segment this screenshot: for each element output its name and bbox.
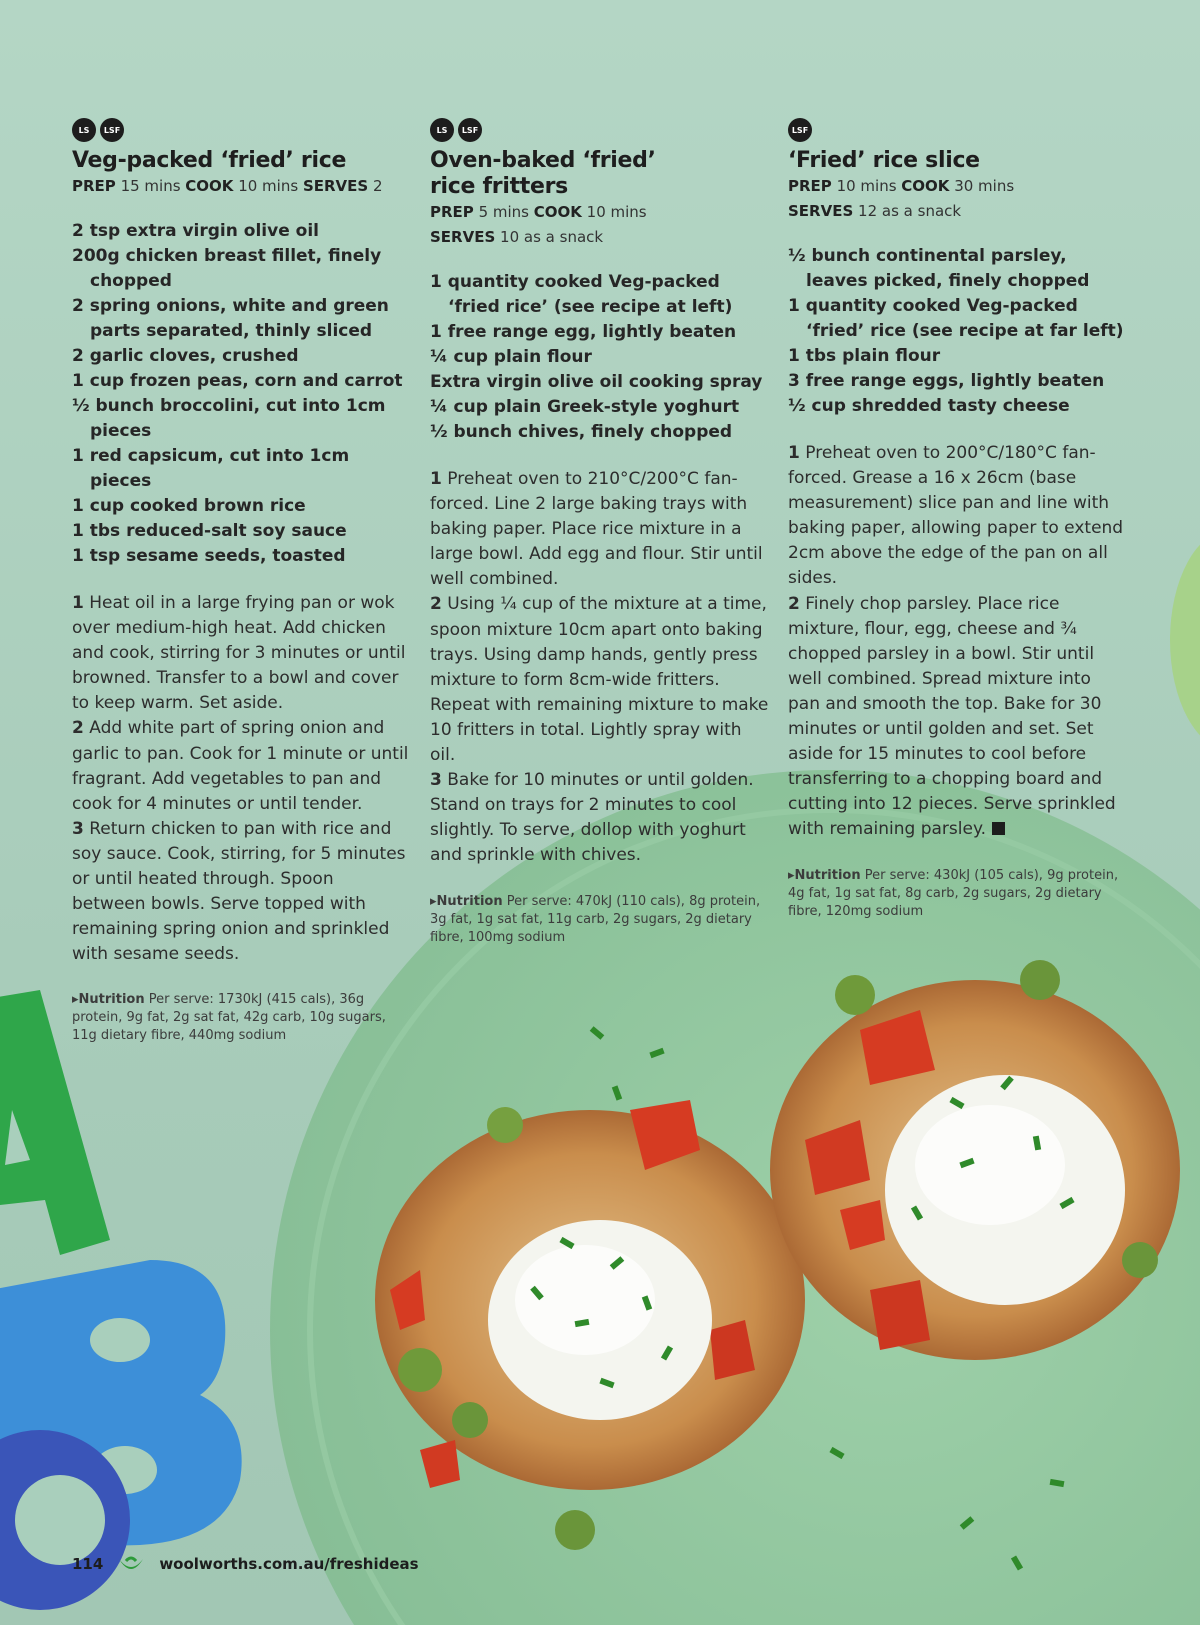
ingredient: 1 tbs plain flour (788, 346, 941, 366)
meta-value: 10 mins (233, 177, 303, 195)
step-number: 2 (72, 718, 84, 739)
ingredient: 2 tsp extra virgin olive oil (72, 221, 319, 241)
low-salt-badge: LS (72, 118, 96, 142)
step-text: Preheat oven to 210°C/200°C fan-forced. Line 2 large baking trays with baking paper. Place rice mixture in a large bowl. Add egg and flour. Stir until well combined. (430, 469, 763, 590)
recipe-fried-rice-slice (788, 118, 1128, 921)
page-number: 114 (72, 1555, 104, 1573)
ingredient: ¼ cup plain Greek-style yoghurt (430, 397, 740, 417)
recipe-meta (72, 174, 412, 199)
ingredient: 2 spring onions, white and green parts separated, thinly sliced (72, 296, 389, 341)
page-footer (72, 1553, 419, 1575)
website-link[interactable]: woolworths.com.au/freshideas (159, 1555, 419, 1573)
ingredient: Extra virgin olive oil cooking spray (430, 372, 763, 392)
meta-value: 5 mins (473, 203, 534, 221)
step-text: Heat oil in a large frying pan or wok over medium-high heat. Add chicken and cook, stirring for 3 minutes or until browned. Transfer to a bowl and cover to keep warm. Set aside. (72, 593, 406, 714)
ingredient: 1 tbs reduced-salt soy sauce (72, 521, 347, 541)
dietary-badges (788, 118, 1128, 144)
ingredients-list (72, 219, 412, 569)
ingredient: ½ bunch broccolini, cut into 1cm pieces (72, 396, 386, 441)
end-of-article-square-icon (992, 822, 1005, 835)
meta-value: 2 (368, 177, 383, 195)
ingredient: 200g chicken breast fillet, finely chopped (72, 246, 382, 291)
step-text: Bake for 10 minutes or until golden. Stand on trays for 2 minutes to cool slightly. To serve, dollop with yoghurt and sprinkle with chives. (430, 770, 754, 866)
meta-key: COOK (901, 177, 950, 195)
step-text: Return chicken to pan with rice and soy sauce. Cook, stirring, for 5 minutes or until heated through. Spoon between bowls. Serve topped with remaining spring onion and sprinkled with sesame seeds. (72, 818, 406, 965)
meta-value: 10 as a snack (495, 228, 604, 246)
dietary-badges (430, 118, 770, 144)
meta-line (72, 174, 412, 199)
meta-key: COOK (533, 203, 582, 221)
meta-value: 30 mins (949, 177, 1015, 195)
ingredients-list (430, 270, 770, 445)
step-text: Finely chop parsley. Place rice mixture, flour, egg, cheese and ¾ chopped parsley in a bowl. Stir until well combined. Spread mixture into pan and smooth the top. Bake for 30 minutes or until golden and set. Set aside for 15 minutes to cool before transferring to a chopping board and cutting into 12 pieces. Serve sprinkled with remaining parsley. (788, 593, 1116, 840)
method (72, 591, 412, 967)
method-step (430, 768, 770, 868)
ingredients-list (788, 244, 1128, 419)
meta-key: PREP (72, 177, 116, 195)
method-step (72, 591, 412, 716)
method (788, 441, 1128, 843)
nutrition-label: Nutrition (794, 867, 861, 883)
side-bowl (1170, 530, 1200, 750)
meta-value: 10 mins (581, 203, 647, 221)
recipe-meta (430, 200, 770, 250)
low-salt-badge: LS (430, 118, 454, 142)
recipe-oven-baked-fritters (430, 118, 770, 947)
nutrition-text: Per serve: 1730kJ (415 cals), 36g protein, 9g fat, 2g sat fat, 42g carb, 10g sugars, 11g dietary fibre, 440mg sodium (72, 992, 386, 1044)
step-number: 3 (72, 818, 84, 839)
meta-key: PREP (430, 203, 474, 221)
low-saturated-fat-badge: LSF (100, 118, 124, 142)
meta-line (430, 200, 770, 225)
triangle-bullet-icon: ▸ (430, 893, 437, 909)
step-number: 2 (788, 593, 800, 614)
method (430, 467, 770, 869)
ingredient: 1 red capsicum, cut into 1cm pieces (72, 446, 350, 491)
recipe-title: ‘Fried’ rice slice (788, 148, 980, 173)
triangle-bullet-icon: ▸ (72, 992, 79, 1008)
meta-line (788, 199, 1128, 224)
method-step (72, 817, 412, 968)
method-step (788, 441, 1128, 592)
ingredient: ½ bunch continental parsley, leaves picked, finely chopped (788, 246, 1090, 291)
step-number: 1 (72, 593, 84, 613)
method-step (72, 716, 412, 816)
step-number: 2 (430, 594, 442, 615)
ingredient: 1 cup cooked brown rice (72, 496, 306, 516)
meta-key: SERVES (302, 177, 369, 195)
meta-key: SERVES (430, 228, 496, 246)
nutrition-label: Nutrition (436, 893, 503, 909)
recipe-veg-packed-fried-rice (72, 118, 412, 1045)
nutrition-text: Per serve: 470kJ (110 cals), 8g protein, 3g fat, 1g sat fat, 11g carb, 2g sugars, 2g dietary fibre, 100mg sodium (430, 893, 761, 945)
dietary-badges (72, 118, 412, 144)
step-number: 3 (430, 770, 442, 791)
nutrition-info (430, 893, 770, 947)
ingredient: 1 free range egg, lightly beaten (430, 322, 737, 342)
meta-key: SERVES (788, 202, 854, 220)
nutrition-info (788, 867, 1128, 921)
meta-key: PREP (788, 177, 832, 195)
method-step (430, 592, 770, 768)
nutrition-label: Nutrition (78, 992, 145, 1008)
step-text: Preheat oven to 200°C/180°C fan-forced. Grease a 16 x 26cm (base measurement) slice pan and line with baking paper, allowing paper to extend 2cm above the edge of the pan on all sides. (788, 443, 1124, 589)
meta-line (430, 225, 770, 250)
woolworths-logo-icon (117, 1553, 145, 1575)
meta-value: 12 as a snack (853, 202, 962, 220)
ingredient: 2 garlic cloves, crushed (72, 346, 299, 366)
ingredient: ½ bunch chives, finely chopped (430, 422, 733, 442)
step-text: Add white part of spring onion and garlic to pan. Cook for 1 minute or until fragrant. Add vegetables to pan and cook for 4 minutes or until tender. (72, 718, 409, 814)
step-number: 1 (430, 469, 442, 489)
ingredient: 1 tsp sesame seeds, toasted (72, 546, 346, 566)
step-number: 1 (788, 443, 800, 463)
nutrition-text: Per serve: 430kJ (105 cals), 9g protein, 4g fat, 1g sat fat, 8g carb, 2g sugars, 2g dietary fibre, 120mg sodium (788, 867, 1119, 919)
step-text: Using ¼ cup of the mixture at a time, spoon mixture 10cm apart onto baking trays. Using damp hands, gently press mixture to form 8cm-wide fritters. Repeat with remaining mixture to make 10 fritters in total. Lightly spray with oil. (430, 594, 769, 766)
nutrition-info (72, 991, 412, 1045)
low-saturated-fat-badge: LSF (788, 118, 812, 142)
triangle-bullet-icon: ▸ (788, 867, 795, 883)
ingredient: 1 quantity cooked Veg-packed ‘fried rice’ (see recipe at left) (430, 272, 733, 317)
recipe-title: Oven-baked ‘fried’ rice fritters (430, 148, 656, 199)
meta-value: 10 mins (831, 177, 902, 195)
ingredient: ½ cup shredded tasty cheese (788, 396, 1070, 416)
meta-key: COOK (185, 177, 234, 195)
ingredient: ¼ cup plain flour (430, 347, 592, 367)
recipe-meta (788, 174, 1128, 224)
ingredient: 1 quantity cooked Veg-packed ‘fried’ rice (see recipe at far left) (788, 296, 1124, 341)
meta-value: 15 mins (115, 177, 186, 195)
recipe-title: Veg-packed ‘fried’ rice (72, 148, 347, 173)
method-step (430, 467, 770, 592)
ingredient: 1 cup frozen peas, corn and carrot (72, 371, 403, 391)
meta-line (788, 174, 1128, 199)
method-step (788, 592, 1128, 843)
low-saturated-fat-badge: LSF (458, 118, 482, 142)
ingredient: 3 free range eggs, lightly beaten (788, 371, 1105, 391)
